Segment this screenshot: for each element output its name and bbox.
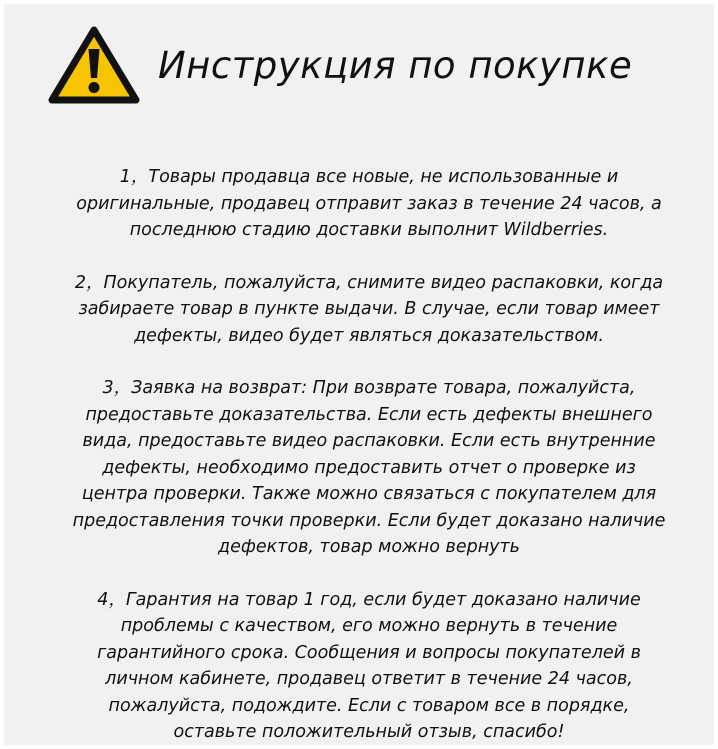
paragraph-line: центра проверки. Также можно связаться с покупателем для [81,484,657,504]
paragraph-line: проблемы с качеством, его можно вернуть в течение [120,616,618,636]
header [48,20,632,110]
paragraph-line: оставьте положительный отзыв, спасибо! [173,722,565,742]
paragraph-line: личном кабинете, продавец ответит в течение 24 часов, [105,669,633,689]
paragraph-line: дефектов, товар можно вернуть [218,537,520,557]
paragraph-line: забираете товар в пункте выдачи. В случае, если товар имеет [78,299,660,319]
paragraph-line: дефекты, необходимо предоставить отчет о проверке из [102,457,636,478]
paragraph-line: последнюю стадию доставки выполнит Wildberries. [129,220,609,240]
paragraph-line: предоставления точки проверки. Если будет доказано наличие [72,510,666,531]
warning-icon [48,25,140,105]
paragraph-line: 4，Гарантия на товар 1 год, если будет доказано наличие [97,589,641,610]
instructions-body [24,164,714,746]
paragraph-line: вида, предоставьте видео распаковки. Если есть внутренние [82,431,656,451]
instruction-paragraph-1 [24,164,714,244]
page-title: Инструкция по покупке [158,43,633,87]
paragraph-line: пожалуйста, подождите. Если с товаром все в порядке, [108,695,630,716]
instruction-paragraph-2 [24,270,714,350]
instruction-paragraph-4 [24,587,714,746]
instruction-paragraph-3 [24,375,714,561]
paragraph-line: оригинальные, продавец отправит заказ в течение 24 часов, а [76,193,662,214]
paragraph-line: 2，Покупатель, пожалуйста, снимите видео распаковки, когда [74,272,664,293]
paragraph-line: гарантийного срока. Сообщения и вопросы покупателей в [97,642,641,663]
paragraph-line: 3，Заявка на возврат: При возврате товара, пожалуйста, [102,378,636,398]
paragraph-line: предоставьте доказательства. Если есть дефекты внешнего [85,404,653,425]
paragraph-line: дефекты, видео будет являться доказательством. [134,325,604,346]
paragraph-line: 1，Товары продавца все новые, не использованные и [119,167,619,187]
instruction-card [4,4,714,745]
